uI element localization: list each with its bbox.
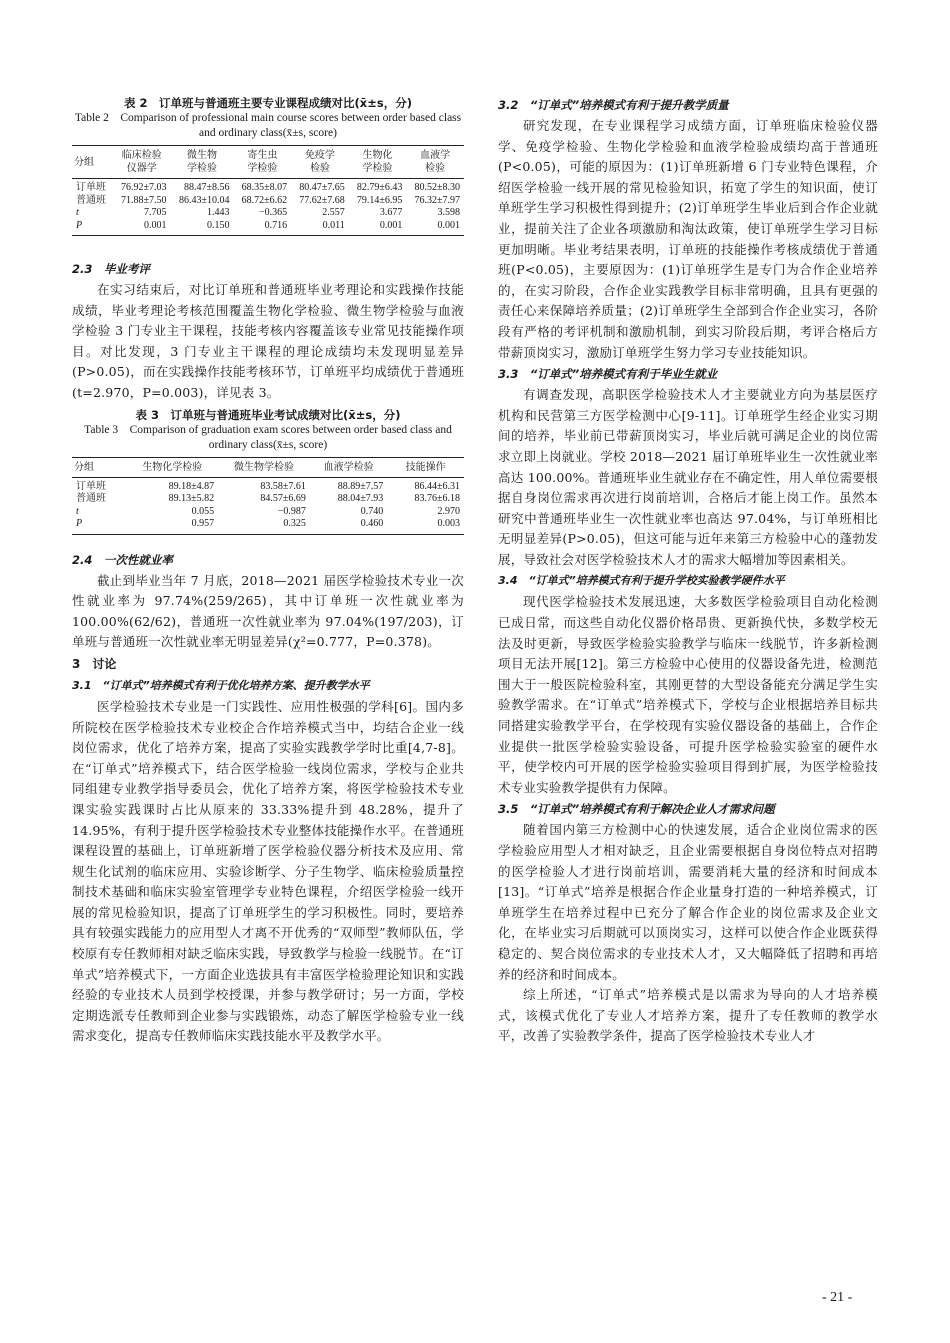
section-3-title: 3 讨论 <box>72 656 117 671</box>
table3-caption-en: Table 3 Comparison of graduation exam scores between order based class and ordinary class(x̄±s, score) <box>84 423 452 451</box>
table2-cell: 80.52±8.30 <box>414 182 460 193</box>
table3-row <box>72 477 464 493</box>
table2-cell: −0.365 <box>259 207 288 218</box>
section-3-5-paragraph-2: 综上所述，“订单式”培养模式是以需求为导向的人才培养模式，该模式优化了专业人才培养方案，提升了专任教师的教学水平，改善了实验教学条件，提高了医学检验技术专业人才 <box>498 987 878 1044</box>
table2-header-cell: 免疫学 检验 <box>291 146 349 179</box>
table2-row <box>72 179 464 195</box>
table2-cell: 0.011 <box>291 220 349 236</box>
page-number: - 21 - <box>822 1290 853 1305</box>
table2-cell: 0.150 <box>171 220 234 236</box>
table2-header-cell: 临床检验 仪器学 <box>113 146 171 179</box>
table3-cell: 83.76±6.18 <box>414 493 460 505</box>
table2-cell: 2.557 <box>322 207 345 218</box>
table2-row <box>72 220 464 236</box>
table2 <box>72 145 464 236</box>
left-column <box>72 96 464 1047</box>
table2-cell: 3.677 <box>379 207 403 218</box>
table3-cell: 2.970 <box>437 505 460 517</box>
table3-caption-zh: 表 3 订单班与普通班毕业考试成绩对比(x̄±s，分) <box>135 407 401 422</box>
table2-cell: 1.443 <box>207 207 230 218</box>
table3-row <box>72 506 464 519</box>
table2-caption <box>72 96 464 141</box>
table3-cell: 89.18±4.87 <box>168 480 215 492</box>
table2-cell: 0.001 <box>349 220 407 236</box>
table3-cell: 83.58±7.61 <box>260 480 306 492</box>
table2-cell: 68.35±8.07 <box>241 182 288 193</box>
section-3-2-paragraph: 研究发现，在专业课程学习成绩方面，订单班临床检验仪器学、免疫学检验、生物化学检验和血液学检验成绩均高于普通班(P<0.05)，可能的原因为：(1)订单班新增 6 门专业特色课程，介绍医学检验一线开展的常见检验知识，拓宽了学生的知识面，使订单班学生学习积极性得到提升；(2)订单班学生毕业后到合作企业就业，提前关注了企业各项激励和淘汰政策，使订单班学生学习目标更加明晰。毕业考结果表明，订单班的技能操作考核成绩优于普通班(P<0.05)，主要原因为：(1)订单班学生是专门为合作企业培养的，在实习阶段，合作企业实践教学目标非常明确，且具有更强的责任心来保障培养质量；(2)订单班学生全部到合作企业实习，各阶段有严格的考评机制和激励机制，到实习阶段后期，考评合格后方带薪顶岗实习，激励订单班学生努力学习专业技能知识。 <box>498 118 878 360</box>
table2-cell: 71.88±7.50 <box>121 194 167 206</box>
table3-header-cell: 血液学检验 <box>310 457 387 477</box>
table2-cell: P <box>72 220 113 236</box>
table3-cell: 0.055 <box>191 505 215 517</box>
table3-cell: 0.003 <box>387 518 464 534</box>
table2-cell: 0.001 <box>406 220 464 236</box>
table2-cell: 79.14±6.95 <box>356 194 403 206</box>
table3-caption <box>72 408 464 453</box>
table3-header-cell: 分组 <box>72 457 126 477</box>
table2-header-cell: 生物化 学检验 <box>349 146 407 179</box>
table2-cell: 3.598 <box>437 207 460 218</box>
table2-cell: 76.32±7.97 <box>414 194 460 206</box>
table2-header-cell: 微生物 学检验 <box>171 146 234 179</box>
section-3-5-paragraph: 随着国内第三方检测中心的快速发展，适合企业岗位需求的医学检验应用型人才相对缺乏，且企业需要根据自身岗位特点对招聘的医学检验人才进行岗前培训，需要消耗大量的经济和时间成本[13]。“订单式”培养是根据合作企业量身打造的一种培养模式，订单班学生在培养过程中已充分了解合作企业的岗位需求及企业文化，在毕业实习后期就可以顶岗实习，这样可以使合作企业既获得稳定的、契合岗位需求的专业技术人才，又大幅降低了招聘和再培养的经济和时间成本。 <box>498 822 878 982</box>
right-column <box>498 98 878 1047</box>
table2-caption-en: Table 2 Comparison of professional main course scores between order based class and ordinary class(x̄±s, score) <box>74 112 462 139</box>
section-3-1-title: 3.1 “订单式”培养模式有利于优化培养方案、提升教学水平 <box>72 678 370 692</box>
table3-row <box>72 493 464 506</box>
table3-cell: 0.325 <box>218 518 310 534</box>
table3-row <box>72 518 464 534</box>
table3-header-cell: 生物化学检验 <box>126 457 218 477</box>
table2-cell: 80.47±7.65 <box>299 182 345 193</box>
table3-cell: −0.987 <box>277 505 306 517</box>
table3-cell: 88.89±7.57 <box>337 480 384 492</box>
table2-cell: 86.43±10.04 <box>179 194 230 206</box>
section-2-3-title: 2.3 毕业考评 <box>72 262 150 276</box>
table3-cell: 88.04±7.93 <box>337 493 384 505</box>
table3-cell: 0.957 <box>126 518 218 534</box>
section-3-3-paragraph: 有调查发现，高职医学检验技术人才主要就业方向为基层医疗机构和民营第三方医学检测中心[9-11]。订单班学生经企业实习期间的培养，毕业前已带薪顶岗实习，毕业后就可满足企业的岗位需求立即上岗就业。学校 2018—2021 届订单班毕业生一次性就业率高达 100.00%。普通班毕业生就业存在不确定性，用人单位需要根据自身岗位需求再次进行岗前培训，合格后才能上岗工作。虽然本研究中普通班毕业生一次性就业率也高达 97.04%，与订单班相比无明显差异(P>0.05)，但这可能与近年来第三方检验中心的蓬勃发展，导致社会对医学检验技术人才的需求大幅增加等因素相关。 <box>498 387 878 567</box>
table3-cell: 普通班 <box>76 493 106 505</box>
section-3-4-paragraph: 现代医学检验技术发展迅速，大多数医学检验项目自动化检测已成日常，而这些自动化仪器价格昂贵、更新换代快，多数学校无法及时更新，导致医学检验实验教学与临床一线脱节，许多新检测项目无法开展[12]。第三方检验中心使用的仪器设备先进，检测范围大于一般医院检验科室，其刚更替的大型设备能充分满足学生实验教学需求。在“订单式”培养模式下，学校与企业根据培养目标共同搭建实验教学平台，在学校现有实验仪器设备的基础上，合作企业提供一批医学检验实验设备，可提升医学检验实验室的硬件水平，使学校内可开展的医学检验实验项目得到扩展，为医学检验技术专业实验教学提供有力保障。 <box>498 594 878 795</box>
section-2-4-title: 2.4 一次性就业率 <box>72 552 173 567</box>
section-3-2-title: 3.2 “订单式”培养模式有利于提升教学质量 <box>498 98 729 112</box>
section-3-5-title: 3.5 “订单式”培养模式有利于解决企业人才需求问题 <box>498 802 775 817</box>
table2-caption-zh: 表 2 订单班与普通班主要专业课程成绩对比(x̄±s，分) <box>124 96 412 110</box>
section-2-3-paragraph: 在实习结束后，对比订单班和普通班毕业考理论和实践操作技能成绩，毕业考理论考核范围覆盖生物化学检验、微生物学检验与血液学检验 3 门专业主干课程，技能考核内容覆盖该专业常见技能操作项目。对比发现，3 门专业主干课程的理论成绩均未发现明显差异(P>0.05)，而在实践操作技能考核环节，订单班平均成绩优于普通班(t=2.970，P=0.003)，详见表 3。 <box>72 282 464 400</box>
table2-cell: 68.72±6.62 <box>241 194 288 206</box>
table2-cell: 76.92±7.03 <box>121 182 167 193</box>
table3-cell: 订单班 <box>76 480 106 492</box>
table3-header-cell: 微生物学检验 <box>218 457 310 477</box>
table3-cell: 89.13±5.82 <box>168 493 215 505</box>
table2-header-cell: 分组 <box>72 146 113 179</box>
table3 <box>72 457 464 535</box>
table3-cell: 86.44±6.31 <box>414 480 460 492</box>
table3-cell: 84.57±6.69 <box>260 493 306 505</box>
table2-header-cell: 血液学 检验 <box>406 146 464 179</box>
section-3-4-title: 3.4 “订单式”培养模式有利于提升学校实验教学硬件水平 <box>498 574 785 588</box>
table2-cell: 订单班 <box>76 182 106 193</box>
table2-cell: 77.62±7.68 <box>299 194 345 206</box>
section-2-4-paragraph: 截止到毕业当年 7 月底，2018—2021 届医学检验技术专业一次性就业率为 97.74%(259/265)，其中订单班一次性就业率为 100.00%(62/62)，普通班一次性就业率为 97.04%(197/203)，订单班与普通班一次性就业率无明显差异(χ²=0.777，P=0.378)。 <box>72 572 464 650</box>
table3-cell: P <box>72 518 126 534</box>
table2-cell: t <box>76 207 79 218</box>
table3-cell: 0.740 <box>360 505 384 517</box>
table3-cell: 0.460 <box>310 518 387 534</box>
table2-row <box>72 195 464 208</box>
table3-cell: t <box>76 505 79 517</box>
table2-header-cell: 寄生虫 学检验 <box>234 146 292 179</box>
table3-header-cell: 技能操作 <box>387 457 464 477</box>
table2-cell: 82.79±6.43 <box>356 182 403 193</box>
section-3-3-title: 3.3 “订单式”培养模式有利于毕业生就业 <box>498 367 718 382</box>
table2-cell: 7.705 <box>144 207 167 218</box>
table2-row <box>72 207 464 220</box>
section-3-1-paragraph: 医学检验技术专业是一门实践性、应用性极强的学科[6]。国内多所院校在医学检验技术专业校企合作培养模式当中，均结合企业一线岗位需求，优化了培养方案，提高了实验实践教学学时比重[4,7-8]。在“订单式”培养模式下，结合医学检验一线岗位需求，学校与企业共同组建专业教学指导委员会，优化了培养方案，将医学检验技术专业课实验实践课时占比从原来的 33.33%提升到 48.28%，提升了 14.95%，有利于提升医学检验技术专业整体技能操作水平。在普通班课程设置的基础上，订单班新增了医学检验仪器分析技术及应用、常规生化试剂的临床应用、实验诊断学、分子生物学、临床检验质量控制技术基础和临床实验室管理学专业特色课程，介绍医学检验一线开展的常见检验知识，提高了订单班学生的学习积极性。同时，要培养具有较强实践能力的应用型人才离不开优秀的“双师型”教师队伍，学校原有专任教师相对缺乏临床实践，导致教学与检验一线脱节。在“订单式”培养模式下，一方面企业选拔具有丰富医学检验理论知识和实践经验的专业技术人员到学校授课，并参与教学研讨；另一方面，学校定期选派专任教师到企业参与实践锻炼，动态了解医学检验专业一线需求变化，提高专任教师临床实践技能水平及教学水平。 <box>72 698 464 1044</box>
table2-cell: 普通班 <box>76 194 106 206</box>
table2-cell: 0.716 <box>234 220 292 236</box>
table2-cell: 0.001 <box>113 220 171 236</box>
table2-cell: 88.47±8.56 <box>184 182 230 193</box>
